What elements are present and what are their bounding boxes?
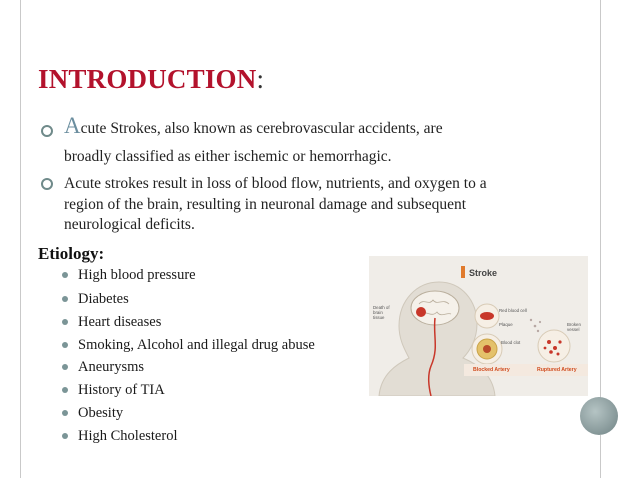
figure-caption-blocked: Blocked Artery	[473, 367, 510, 373]
slide-frame-left-line	[20, 0, 21, 478]
figure-label-plaque: Plaque	[499, 322, 513, 327]
decorative-circle	[580, 397, 618, 435]
dot-bullet-icon	[62, 433, 68, 439]
drop-cap-letter: A	[64, 113, 81, 138]
slide-frame-right-line-bottom	[600, 435, 601, 478]
list-item: High Cholesterol	[62, 425, 177, 447]
figure-label-clot: Blood clot	[501, 340, 521, 345]
slide-frame-right-line	[600, 0, 601, 410]
figure-title: Stroke	[469, 268, 498, 278]
list-item: Diabetes	[62, 288, 129, 310]
list-item: High blood pressure	[62, 264, 196, 286]
dot-bullet-icon	[62, 410, 68, 416]
list-item: Aneurysms	[62, 356, 144, 378]
paragraph-1-line-2: broadly classified as either ischemic or hemorrhagic.	[64, 148, 392, 165]
figure-label-death: Death of brain tissue	[373, 305, 390, 320]
figure-label-rbc: Red blood cell	[499, 308, 527, 313]
slide-title-text: INTRODUCTION	[38, 64, 257, 94]
figure-label-broken-vessel: Broken vessel	[567, 322, 581, 332]
slide-title-colon: :	[256, 64, 265, 94]
figure-caption-ruptured: Ruptured Artery	[537, 367, 577, 373]
intro-paragraph-1	[64, 113, 589, 140]
dot-bullet-icon	[62, 342, 68, 348]
list-item: Heart diseases	[62, 311, 161, 333]
dot-bullet-icon	[62, 364, 68, 370]
stroke-illustration	[369, 256, 588, 396]
dot-bullet-icon	[62, 319, 68, 325]
paragraph-2-line-1: Acute strokes result in loss of blood flow, nutrients, and oxygen to a	[64, 175, 487, 192]
dot-bullet-icon	[62, 296, 68, 302]
list-item: Smoking, Alcohol and illegal drug abuse	[62, 334, 315, 356]
ring-bullet-icon	[40, 177, 54, 191]
paragraph-1-line-1: cute Strokes, also known as cerebrovascular accidents, are	[80, 120, 443, 137]
slide-title	[38, 64, 264, 95]
paragraph-2-line-2: region of the brain, resulting in neuronal damage and subsequent	[64, 196, 467, 213]
list-item: History of TIA	[62, 379, 165, 401]
list-item: Obesity	[62, 402, 123, 424]
paragraph-2-line-3: neurological deficits.	[64, 216, 195, 233]
dot-bullet-icon	[62, 387, 68, 393]
dot-bullet-icon	[62, 272, 68, 278]
ring-bullet-icon	[40, 124, 54, 138]
etiology-heading: Etiology:	[38, 244, 105, 263]
